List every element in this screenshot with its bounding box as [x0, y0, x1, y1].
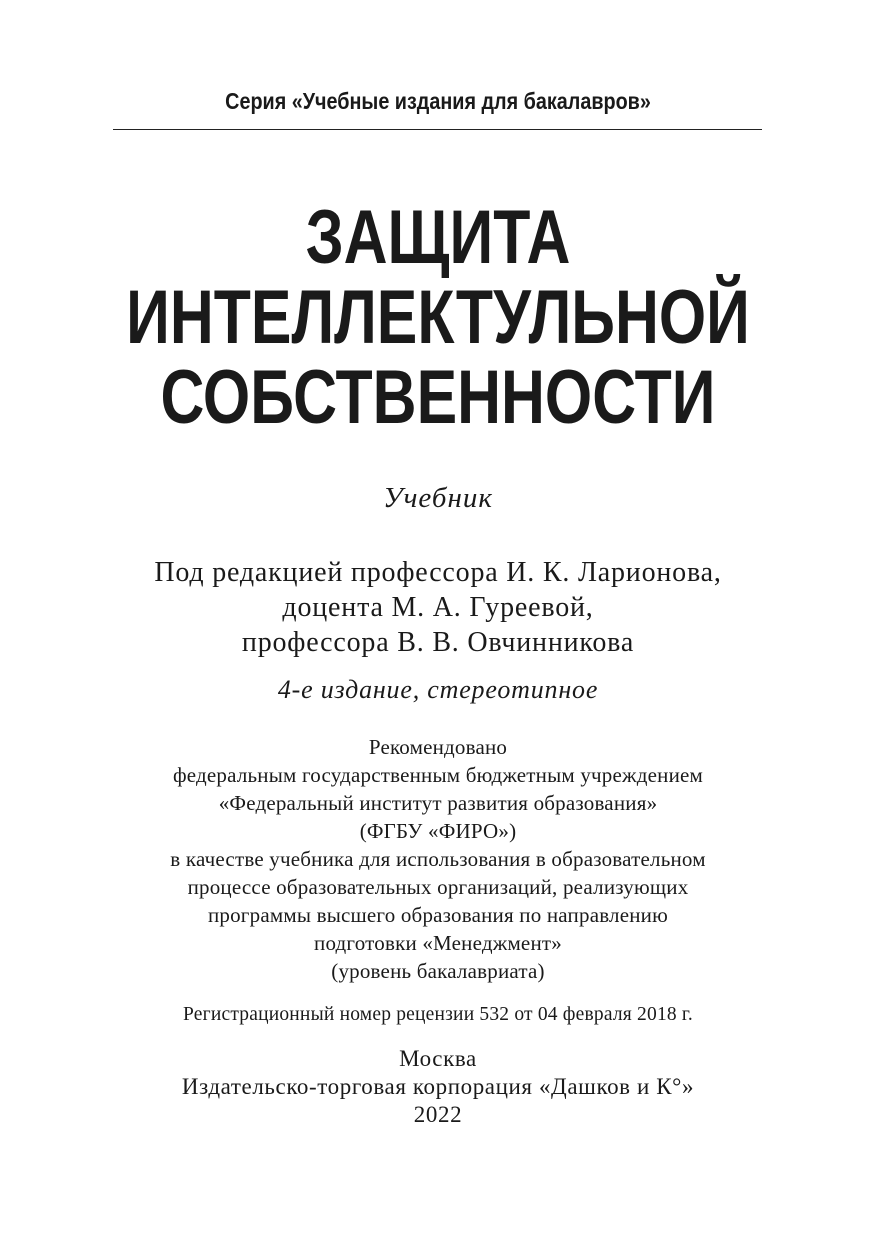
imprint-block — [0, 1045, 876, 1129]
recommendation-line: федеральным государственным бюджетным учреждением — [172, 763, 704, 787]
registration-number: Регистрационный номер рецензии 532 от 04 февраля 2018 г. — [182, 1004, 693, 1025]
imprint-city: Москва — [399, 1046, 477, 1071]
editor-line: профессора В. В. Овчинникова — [241, 627, 635, 658]
series-divider — [113, 129, 762, 130]
edition-note: 4-е издание, стереотипное — [277, 675, 599, 704]
recommendation-line: подготовки «Менеджмент» — [314, 931, 562, 955]
series-name: Серия «Учебные издания для бакалавров» — [225, 88, 651, 114]
title-line-1: ЗАЩИТА — [305, 195, 571, 280]
recommendation-block — [0, 733, 876, 985]
title-line-3: СОБСТВЕННОСТИ — [160, 355, 716, 440]
imprint-year: 2022 — [413, 1102, 463, 1127]
recommendation-line: «Федеральный институт развития образования» — [218, 791, 658, 815]
imprint-publisher: Издательско-торговая корпорация «Дашков и К°» — [181, 1074, 695, 1099]
recommendation-line: в качестве учебника для использования в образовательном — [170, 847, 706, 871]
editor-line: Под редакцией профессора И. К. Ларионова, — [154, 557, 722, 588]
title-line-2: ИНТЕЛЛЕКТУЛЬНОЙ — [126, 275, 750, 360]
recommendation-line: процессе образовательных организаций, реализующих — [187, 875, 689, 899]
recommendation-line: (ФГБУ «ФИРО») — [359, 819, 517, 843]
recommendation-line: Рекомендовано — [368, 735, 508, 759]
book-type: Учебник — [383, 482, 493, 514]
book-title — [88, 195, 789, 440]
editor-line: доцента М. А. Гуреевой, — [282, 592, 594, 623]
recommendation-line: (уровень бакалавриата) — [331, 959, 545, 983]
editors-block — [0, 555, 876, 660]
recommendation-line: программы высшего образования по направлению — [207, 903, 669, 927]
